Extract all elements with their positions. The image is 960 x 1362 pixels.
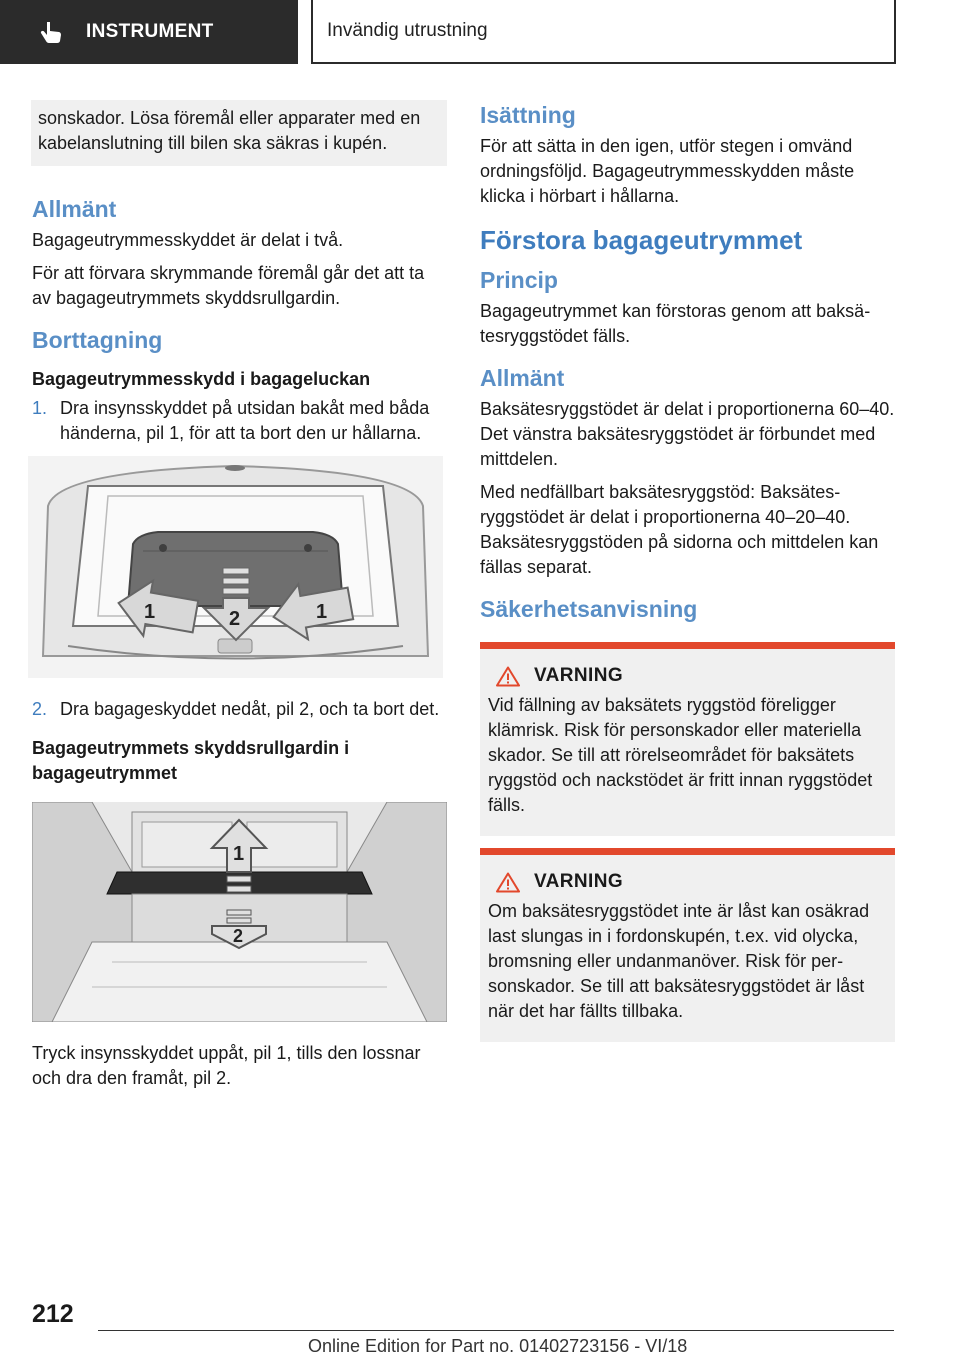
step-number: 2.	[32, 699, 48, 719]
warning-box-2	[480, 848, 895, 1042]
intro-box	[31, 100, 447, 166]
allmant-heading: Allmänt	[32, 196, 117, 222]
warning-title: VARNING	[534, 665, 624, 686]
warning-box-1	[480, 642, 895, 836]
arrow-label-down: 2	[233, 926, 244, 946]
subsection-tab	[311, 0, 896, 64]
princip-paragraph: Bagageutrymmet kan förstoras genom att baksätesryggstödet fälls.	[480, 301, 871, 346]
allmant-paragraph-2: För att förvara skrymmande föremål går det att ta av bagageutrymmets skyddsrullgardin.	[32, 263, 425, 308]
arrow-label-left: 1	[144, 601, 156, 623]
allmant-heading-right: Allmänt	[480, 365, 565, 391]
allmant-right-paragraph-1: Baksätesryggstödet är delat i proportionerna 60–40. Det vänstra baksätesryggstödet är förbundet med mittdelen.	[480, 399, 895, 469]
allmant-paragraph-1: Bagageutrymmesskyddet är delat i två.	[32, 230, 344, 250]
step-2	[32, 697, 447, 722]
step-1	[32, 396, 447, 446]
warning-title-row	[496, 665, 887, 687]
page-number: 212	[32, 1300, 74, 1328]
warning-title-row	[496, 871, 887, 893]
cargo-area-illustration	[32, 802, 447, 1027]
step-number: 1.	[32, 398, 48, 418]
footer-divider	[98, 1330, 894, 1331]
section-title: INSTRUMENT	[86, 21, 214, 42]
isattning-paragraph: För att sätta in den igen, utför stegen i omvänd ordningsföljd. Bagageutrymmesskydden måste klicka i hörbart i hållarna.	[480, 136, 855, 206]
enlarge-trunk-heading: Förstora bagageutrymmet	[480, 225, 803, 255]
arrow-label-middle: 2	[229, 608, 241, 630]
left-column	[32, 100, 447, 1099]
figure-caption: Tryck insynsskyddet uppåt, pil 1, tills den lossnar och dra den framåt, pil 2.	[32, 1043, 421, 1088]
hand-pointer-icon	[38, 19, 64, 45]
arrow-label-up: 1	[233, 843, 245, 865]
princip-heading: Princip	[480, 267, 558, 293]
right-column	[480, 100, 895, 1054]
step-text: Dra bagageskyddet nedåt, pil 2, och ta bort det.	[60, 699, 440, 719]
section-tab	[0, 0, 298, 64]
intro-text: sonskador. Lösa föremål eller apparater med en kabelanslutning till bilen ska säkras i kupén.	[38, 108, 421, 153]
isattning-heading: Isättning	[480, 102, 576, 128]
warning-triangle-icon	[496, 666, 520, 687]
edition-text: Online Edition for Part no. 01402723156 - VI/18	[308, 1336, 688, 1356]
roller-blind-heading: Bagageutrymmets skyddsrullgardin i bagageutrymmet	[32, 738, 350, 783]
warning-title: VARNING	[534, 871, 624, 892]
subsection-title: Invändig utrustning	[327, 20, 488, 41]
arrow-label-right: 1	[316, 601, 328, 623]
allmant-right-paragraph-2: Med nedfällbart baksätesryggstöd: Baksätesryggstödet är delat i proportionerna 40–20–40. Baksätesryggstöden på sidorna och mittdelen kan fällas separat.	[480, 482, 879, 577]
safety-heading: Säkerhetsanvisning	[480, 596, 698, 622]
borttagning-heading: Borttagning	[32, 327, 163, 353]
warning-text: Vid fällning av baksätets ryggstöd föreligger klämrisk. Risk för personskador eller materiella skador. Se till att rörelseområdet för baksätets ryggstöd och nackstödet är fritt innan ryggstödet fälls.	[488, 695, 873, 815]
warning-text: Om baksätesryggstödet inte är låst kan osäkrad last slungas in i fordonskupén, t.ex. vid olycka, bromsning eller undanmanöver. Risk för personskador. Se till att baksätesryggstödet är låst när det har fällts tillbaka.	[488, 901, 870, 1021]
warning-triangle-icon	[496, 872, 520, 893]
step-text: Dra insynsskyddet på utsidan bakåt med båda händerna, pil 1, för att ta bort den ur hållarna.	[60, 398, 430, 443]
trunk-lid-cover-heading: Bagageutrymmesskydd i bagageluckan	[32, 369, 371, 389]
trunk-lid-illustration	[28, 456, 447, 683]
